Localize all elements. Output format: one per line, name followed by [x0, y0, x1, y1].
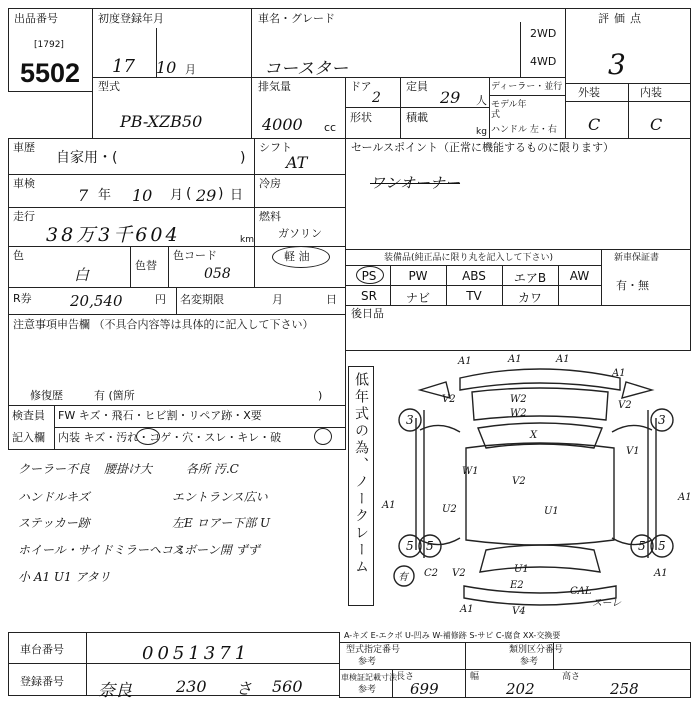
- fw-line: FW キズ・飛石・ヒビ割・リペア跡・X要: [58, 409, 262, 422]
- after-date-label: 後日品: [351, 307, 384, 320]
- note-1: クーラー不良: [18, 462, 91, 476]
- sales-box: [345, 138, 691, 250]
- name-label: 車名・グレード: [258, 12, 335, 25]
- diagram-mark-32: 有: [398, 572, 408, 583]
- equip-navi: ナビ: [405, 291, 430, 305]
- paren-close: ): [218, 186, 224, 202]
- diagram-mark-19: V2: [452, 568, 466, 579]
- cooler-label: 冷房: [259, 177, 281, 190]
- color-change-label: 色替: [135, 259, 157, 272]
- dealer-label: ディーラー・並行: [491, 82, 563, 92]
- interior-value: C: [650, 115, 663, 134]
- diagram-mark-21: E2: [510, 580, 524, 591]
- diagram-mark-7: W2: [510, 408, 527, 419]
- diagram-mark-4: A1: [612, 368, 626, 379]
- note-3: ステッカー跡: [18, 516, 90, 530]
- capacity-label: 定員: [406, 80, 428, 93]
- inspection-day-unit: 日: [230, 188, 244, 203]
- door-value: 2: [372, 90, 381, 106]
- name-change-label: 名変期限: [180, 293, 224, 306]
- diagram-mark-14: A1: [678, 492, 692, 503]
- mark-circle-tear: [314, 428, 332, 445]
- plate-label: 登録番号: [20, 675, 64, 688]
- diagram-mark-13: A1: [382, 500, 396, 511]
- equip-tv: TV: [466, 289, 482, 303]
- inspection-month: 10: [132, 186, 153, 205]
- inspection-year: 7: [78, 186, 89, 205]
- exterior-value: C: [588, 115, 601, 134]
- usage-label: 車歴: [13, 141, 35, 154]
- equipment-label: 装備品(純正品に限り丸を記入して下さい): [384, 253, 554, 263]
- shift-label: シフト: [259, 141, 292, 154]
- plate-class: 230: [176, 677, 207, 696]
- repair-history-value: 有 (箇所: [94, 389, 135, 402]
- name-change-day: 日: [326, 293, 337, 306]
- mileage-value: 38万3千604: [46, 224, 181, 246]
- vehicle-diagram: [380, 350, 692, 628]
- diagram-mark-16: U1: [544, 506, 559, 517]
- diagram-mark-28: 5: [406, 539, 414, 553]
- color-code-label: 色コード: [173, 249, 217, 262]
- lot-label: 出品番号: [14, 12, 58, 25]
- kg-unit: kg: [476, 127, 487, 137]
- diagram-mark-25: CAL: [570, 586, 592, 597]
- handle-label: ハンドル 左・右: [491, 125, 557, 135]
- equip-aw: AW: [569, 269, 590, 283]
- note-r1: 腰掛け大: [104, 462, 153, 476]
- equip-sr: SR: [361, 289, 377, 303]
- no-claim-stamp-text: 低年式の為、ノークレーム: [353, 372, 369, 576]
- plate-kana: さ: [236, 679, 253, 698]
- width-value: 202: [506, 680, 535, 698]
- diagram-mark-18: A1: [654, 568, 668, 579]
- height-label: 高さ: [562, 672, 581, 682]
- door-label: ドア: [350, 80, 372, 93]
- score-value: 3: [608, 48, 626, 81]
- shift-value: AT: [286, 153, 308, 172]
- interior-line: 内装 キズ・汚れ・コゲ・穴・スレ・キレ・破: [58, 431, 282, 444]
- warranty-value: 有・無: [616, 279, 649, 292]
- dims-ref: 参考: [358, 685, 377, 695]
- diagram-mark-17: C2: [424, 568, 439, 579]
- height-value: 258: [610, 680, 639, 698]
- diagram-mark-22: V4: [512, 606, 526, 617]
- diagram-mark-24: スーレ: [592, 598, 622, 609]
- fuel-value: ガソリン: [278, 227, 322, 240]
- diagram-mark-26: 3: [406, 413, 414, 427]
- legend: A-キズ E-エクボ U-凹み W-補修跡 S-サビ C-腐食 XX-交換要: [344, 631, 561, 640]
- score-label: 評価点: [598, 12, 646, 25]
- name-change-month: 月: [272, 293, 283, 306]
- name-value: コースター: [264, 59, 349, 79]
- repair-history-label: 修復歴: [30, 389, 63, 402]
- diagram-mark-31: 5: [658, 539, 666, 553]
- cc-unit: cc: [324, 121, 337, 134]
- sales-label: セールスポイント（正常に機能するものに限ります）: [351, 141, 615, 154]
- chassis-label: 車台番号: [20, 643, 64, 656]
- diagram-mark-3: A1: [556, 354, 570, 365]
- diagram-mark-15: U2: [442, 504, 457, 515]
- diagram-mark-5: V2: [442, 394, 456, 405]
- inspection-label: 車検: [13, 177, 35, 190]
- model-year-label: モデル年式: [491, 100, 527, 120]
- reg-month-value: 10: [156, 58, 177, 77]
- equip-ps: PS: [361, 269, 377, 283]
- note-r2: 各所 汚.C: [186, 462, 239, 476]
- chassis-value: 0051371: [142, 643, 251, 664]
- diagram-mark-6: W2: [510, 394, 527, 405]
- model-number-label: 型式指定番号: [346, 645, 401, 655]
- diagram-mark-10: W1: [462, 466, 479, 477]
- capacity-value: 29: [440, 88, 461, 107]
- after-date-box: [345, 305, 691, 351]
- paren-open: (: [186, 186, 192, 202]
- model-label: 型式: [98, 80, 120, 93]
- length-value: 699: [410, 680, 439, 698]
- model-number-ref: 参考: [358, 657, 377, 667]
- diagram-mark-12: V1: [626, 446, 640, 457]
- color-value: 白: [74, 266, 90, 284]
- equip-airbag: エアB: [513, 271, 547, 285]
- usage-close: ): [240, 150, 246, 166]
- equip-pw: PW: [408, 269, 428, 283]
- note-5: 小 A1 U1 アタリ: [18, 570, 111, 584]
- displacement-label: 排気量: [258, 80, 291, 93]
- category-number-ref: 参考: [520, 657, 539, 667]
- inspector-label-1: 検査員: [12, 409, 45, 422]
- fuel-label: 燃料: [259, 210, 281, 223]
- km-unit: km: [240, 235, 254, 245]
- load-label: 積載: [406, 111, 428, 124]
- repair-history-close: ): [318, 389, 323, 402]
- color-code-value: 058: [204, 266, 231, 282]
- displacement-value: 4000: [262, 115, 303, 134]
- drive-4wd: 4WD: [530, 55, 557, 68]
- equip-abs: ABS: [462, 269, 486, 283]
- lot-number: 5502: [20, 58, 81, 88]
- note-2: ハンドルキズ: [18, 490, 90, 504]
- inspector-label-2: 記入欄: [12, 431, 45, 444]
- length-label: 長さ: [396, 672, 415, 682]
- inspection-month-unit: 月: [170, 188, 184, 203]
- diagram-mark-8: V2: [618, 400, 632, 411]
- mileage-label: 走行: [13, 210, 35, 223]
- fuel-circled: 軽 油: [284, 250, 310, 263]
- sales-value: ワンオーナー: [370, 174, 461, 192]
- reg-year-value: 17: [112, 56, 135, 77]
- interior-label: 内装: [640, 86, 662, 99]
- yen-unit: 円: [155, 293, 166, 306]
- diagram-mark-29: 5: [426, 539, 434, 553]
- equip-ps-circle: [356, 266, 384, 284]
- mark-circle-stain: [136, 428, 160, 445]
- diagram-mark-30: 5: [638, 539, 646, 553]
- note-4: ホイール・サイドミラーヘコミ: [18, 543, 185, 557]
- note-r4: 左E ロアー下部 U: [172, 516, 271, 530]
- category-number-label: 類別区分番号: [509, 645, 564, 655]
- drive-2wd: 2WD: [530, 27, 557, 40]
- reg-month-unit: 月: [185, 63, 196, 76]
- diagram-mark-1: A1: [458, 356, 472, 367]
- recycle-value: 20,540: [70, 292, 123, 310]
- diagram-mark-23: A1: [460, 604, 474, 615]
- person-unit: 人: [476, 94, 487, 107]
- diagram-mark-11: V2: [512, 476, 526, 487]
- model-value: PB-XZB50: [120, 112, 203, 131]
- equip-leather: カワ: [517, 291, 542, 305]
- note-r5: スボーン開 ずず: [172, 543, 260, 557]
- shape-label: 形状: [350, 111, 372, 124]
- inspection-year-unit: 年: [98, 188, 112, 203]
- color-label: 色: [13, 249, 24, 262]
- exterior-label: 外装: [578, 86, 600, 99]
- lot-sub: [1792]: [34, 40, 64, 50]
- reg-year-label: 初度登録年月: [98, 12, 164, 25]
- diagram-mark-20: U1: [514, 564, 529, 575]
- recycle-label: R券: [13, 292, 32, 305]
- inspection-day: 29: [196, 186, 217, 205]
- warranty-label: 新車保証書: [614, 253, 660, 263]
- diagram-mark-2: A1: [508, 354, 522, 365]
- diagram-mark-9: X: [530, 430, 538, 441]
- plate-number: 560: [272, 677, 303, 696]
- plate-region: 奈良: [98, 681, 132, 701]
- note-r3: エントランス広い: [172, 490, 268, 504]
- notes-label: 注意事項申告欄 （不具合内容等は具体的に記入して下さい）: [13, 318, 314, 331]
- usage-value: 自家用・(: [56, 150, 118, 166]
- dims-label: 車検証記載寸法: [341, 673, 397, 682]
- diagram-mark-27: 3: [658, 413, 666, 427]
- width-label: 幅: [470, 672, 480, 682]
